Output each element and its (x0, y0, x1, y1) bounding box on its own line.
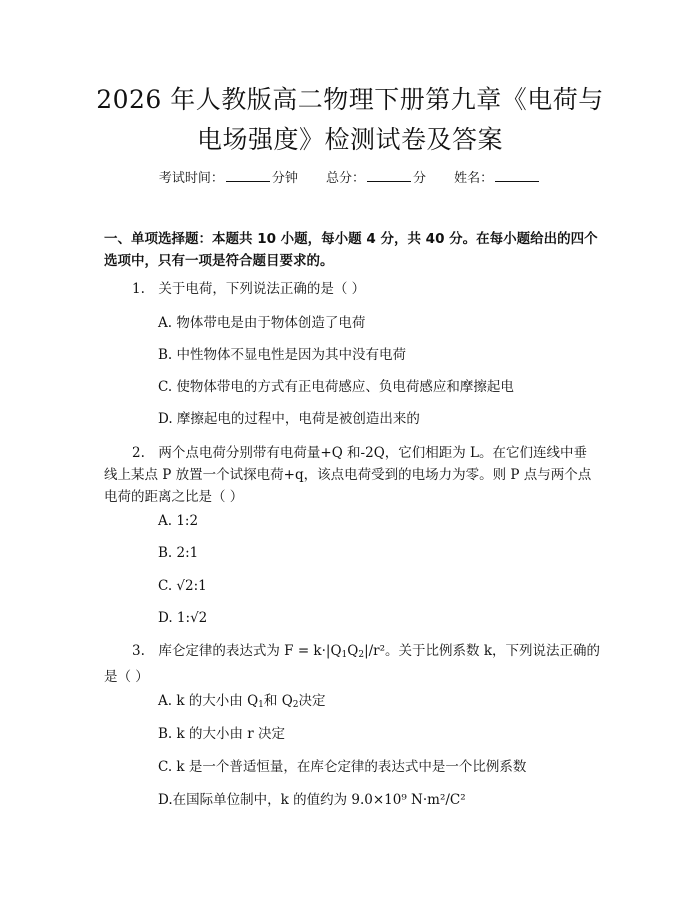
option-text-part: 和 Q (263, 693, 293, 709)
question-3-option-a[interactable] (158, 690, 598, 716)
total-score-blank[interactable] (367, 167, 411, 182)
question-1-option-d[interactable]: D. 摩擦起电的过程中，电荷是被创造出来的 (158, 411, 420, 427)
option-text-part: A. k 的大小由 Q (158, 693, 259, 709)
question-3-stem-part: |/r²。关于比例系数 k，下列说法正确的是（ ） (104, 643, 601, 685)
question-2-option-b[interactable]: B. 2:1 (158, 545, 199, 561)
student-name-blank[interactable] (495, 167, 539, 182)
question-3-option-b[interactable]: B. k 的大小由 r 决定 (158, 726, 286, 742)
exam-info-line (0, 167, 700, 189)
subscript-1: 1 (258, 700, 264, 710)
section-heading: 一、单项选择题：本题共 10 小题，每小题 4 分，共 40 分。在每小题给出的四个选项中，只有一项是符合题目要求的。 (104, 231, 598, 269)
total-score-label: 总分： (325, 171, 365, 186)
subscript-2: 2 (292, 700, 299, 710)
question-3-option-d[interactable]: D.在国际单位制中，k 的值约为 9.0×10⁹ N·m²/C² (158, 792, 466, 808)
question-2-option-c[interactable]: C. √2:1 (158, 578, 207, 594)
question-3-stem (104, 640, 600, 688)
exam-time-blank[interactable] (226, 167, 270, 182)
total-score-unit: 分 (413, 171, 427, 186)
question-3-option-c[interactable]: C. k 是一个普适恒量，在库仑定律的表达式中是一个比例系数 (158, 759, 527, 775)
exam-time-label: 考试时间： (158, 171, 224, 186)
question-1-option-b[interactable]: B. 中性物体不显电性是因为其中没有电荷 (158, 347, 407, 363)
question-1-option-a[interactable]: A. 物体带电是由于物体创造了电荷 (158, 315, 366, 331)
question-1-option-c[interactable]: C. 使物体带电的方式有正电荷感应、负电荷感应和摩擦起电 (158, 379, 514, 395)
exam-time (159, 167, 298, 189)
subscript-2: 2 (358, 650, 365, 660)
option-text-part: 决定 (298, 693, 326, 709)
question-1-stem: 1. 关于电荷，下列说法正确的是（ ） (132, 281, 366, 297)
question-2-option-a[interactable]: A. 1:2 (158, 513, 199, 529)
question-3-stem-part: Q (347, 643, 359, 659)
document-title-line-2: 电场强度》检测试卷及答案 (196, 125, 503, 154)
question-2-option-d[interactable]: D. 1:√2 (158, 610, 208, 626)
student-name (454, 167, 541, 189)
exam-time-unit: 分钟 (271, 171, 298, 186)
subscript-1: 1 (341, 650, 348, 660)
question-3-stem-part: 3. 库仑定律的表达式为 F = k·|Q (132, 643, 342, 659)
student-name-label: 姓名： (454, 171, 494, 186)
question-2-stem: 2. 两个点电荷分别带有电荷量+Q 和-2Q，它们相距为 L。在它们连线中垂线上某点 P 放置一个试探电荷+q，该点电荷受到的电场力为零。则 P 点与两个点电荷的距离之比是（ ） (104, 445, 592, 505)
document-title-line-1: 2026 年人教版高二物理下册第九章《电荷与 (96, 85, 604, 114)
total-score (326, 167, 426, 189)
